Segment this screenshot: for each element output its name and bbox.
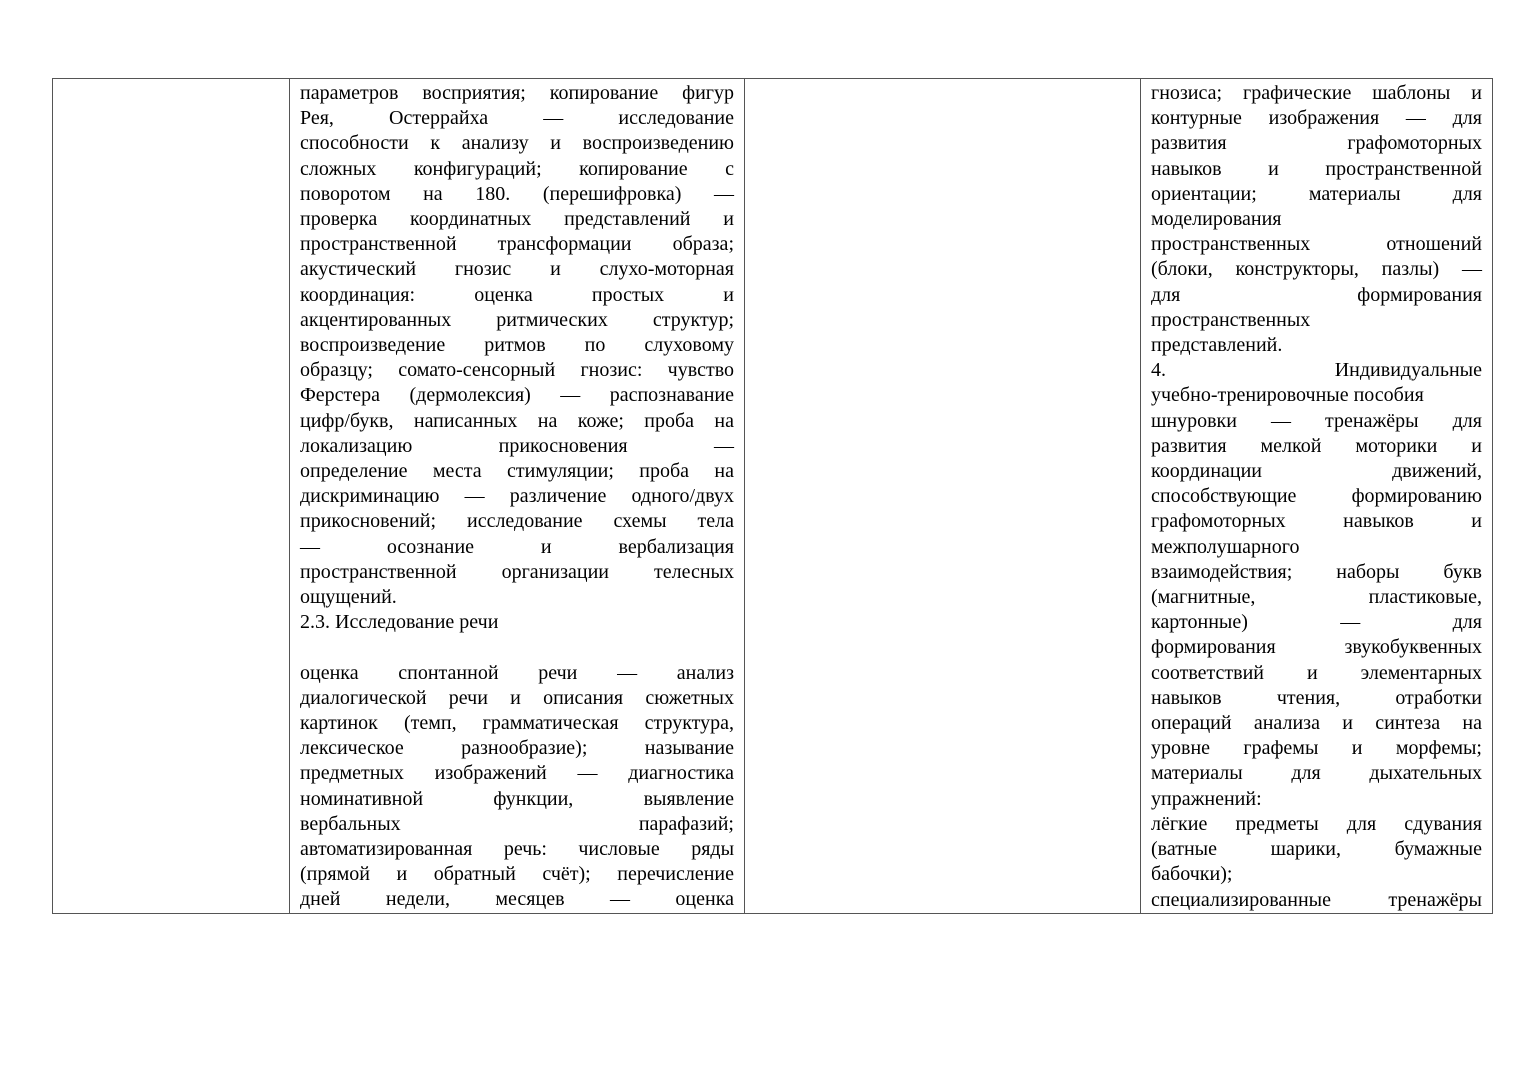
diagnostics-text-end: ощущений.: [300, 586, 397, 609]
text-line: (блоки, конструкторы, пазлы) —: [1151, 258, 1482, 281]
text-line: автоматизированная речь: числовые ряды: [300, 838, 734, 861]
text-line: пространственной трансформации образа;: [300, 233, 734, 256]
text-line: диалогической речи и описания сюжетных: [300, 686, 734, 709]
text-line: лексическое разнообразие); называние: [300, 737, 734, 760]
text-line: цифр/букв, написанных на коже; проба на: [300, 409, 734, 432]
table-cell-empty-left: [53, 79, 290, 914]
text-line: пространственных отношений: [1151, 233, 1482, 256]
text-line: материалы для дыхательных: [1151, 762, 1482, 785]
text-line: навыков чтения, отработки: [1151, 686, 1482, 709]
section-heading: 2.3. Исследование речи: [300, 611, 499, 634]
text-line: координация: оценка простых и: [300, 283, 734, 306]
text-line: способствующие формированию: [1151, 485, 1482, 508]
text-line: акустический гнозис и слухо-моторная: [300, 258, 734, 281]
text-line: прикосновений; исследование схемы тела: [300, 510, 734, 533]
text-line: специализированные тренажёры: [1151, 888, 1482, 911]
text-line: операций анализа и синтеза на: [1151, 712, 1482, 735]
text-line: межполушарного: [1151, 535, 1300, 558]
table-cell-materials: [1141, 79, 1493, 914]
text-line: пространственной организации телесных: [300, 560, 734, 583]
text-line: поворотом на 180. (перешифровка) —: [300, 182, 734, 205]
text-line: для формирования: [1151, 283, 1482, 306]
text-line: номинативной функции, выявление: [300, 787, 734, 810]
text-line: определение места стимуляции; проба на: [300, 460, 734, 483]
speech-assessment-text: [300, 661, 734, 913]
text-line: 4. Индивидуальные: [1151, 359, 1482, 382]
table-cell-diagnostics: [290, 79, 745, 914]
text-line: параметров восприятия; копирование фигур: [300, 82, 734, 104]
text-line: шнуровки — тренажёры для: [1151, 409, 1482, 432]
text-line: оценка спонтанной речи — анализ: [300, 661, 734, 684]
table-row: [53, 79, 1493, 914]
text-line: координации движений,: [1151, 460, 1482, 483]
text-line: — осознание и вербализация: [300, 535, 734, 558]
text-line: лёгкие предметы для сдувания: [1151, 812, 1482, 835]
text-line: способности к анализу и воспроизведению: [300, 132, 734, 155]
text-line: проверка координатных представлений и: [300, 208, 734, 231]
text-line: акцентированных ритмических структур;: [300, 308, 734, 331]
text-line: картинок (темп, грамматическая структура,: [300, 712, 734, 735]
materials-text: [1151, 81, 1482, 913]
text-line: учебно-тренировочные пособия: [1151, 384, 1424, 407]
text-line: (ватные шарики, бумажные: [1151, 838, 1482, 861]
content-table: [52, 78, 1493, 914]
paragraph-gap: [300, 635, 734, 660]
text-line: формирования звукобуквенных: [1151, 636, 1482, 659]
text-line: (прямой и обратный счёт); перечисление: [300, 863, 734, 886]
diagnostics-text: [300, 81, 734, 585]
text-line: образцу; сомато-сенсорный гнозис: чувство: [300, 359, 734, 382]
table-cell-empty-middle: [745, 79, 1141, 914]
text-line: бабочки);: [1151, 863, 1233, 886]
text-line: развития мелкой моторики и: [1151, 434, 1482, 457]
text-line: ориентации; материалы для: [1151, 182, 1482, 205]
text-line: сложных конфигураций; копирование с: [300, 157, 734, 180]
text-line: соответствий и элементарных: [1151, 661, 1482, 684]
text-line: воспроизведение ритмов по слуховому: [300, 334, 734, 357]
text-line: дискриминацию — различение одного/двух: [300, 485, 734, 508]
text-line: предметных изображений — диагностика: [300, 762, 734, 785]
text-line: графомоторных навыков и: [1151, 510, 1482, 533]
text-line: развития графомоторных: [1151, 132, 1482, 155]
text-line: пространственных: [1151, 308, 1311, 331]
text-line: дней недели, месяцев — оценка: [300, 888, 734, 911]
text-line: моделирования: [1151, 208, 1282, 231]
text-line: контурные изображения — для: [1151, 107, 1482, 130]
text-line: Ферстера (дермолексия) — распознавание: [300, 384, 734, 407]
text-line: навыков и пространственной: [1151, 157, 1482, 180]
text-line: гнозиса; графические шаблоны и: [1151, 82, 1482, 104]
text-line: картонные) — для: [1151, 611, 1482, 634]
text-line: Рея, Остеррайха — исследование: [300, 107, 734, 130]
text-line: упражнений:: [1151, 787, 1262, 810]
text-line: представлений.: [1151, 334, 1283, 357]
text-line: (магнитные, пластиковые,: [1151, 586, 1482, 609]
text-line: взаимодействия; наборы букв: [1151, 560, 1482, 583]
text-line: локализацию прикосновения —: [300, 434, 734, 457]
text-line: уровне графемы и морфемы;: [1151, 737, 1482, 760]
text-line: вербальных парафазий;: [300, 812, 734, 835]
